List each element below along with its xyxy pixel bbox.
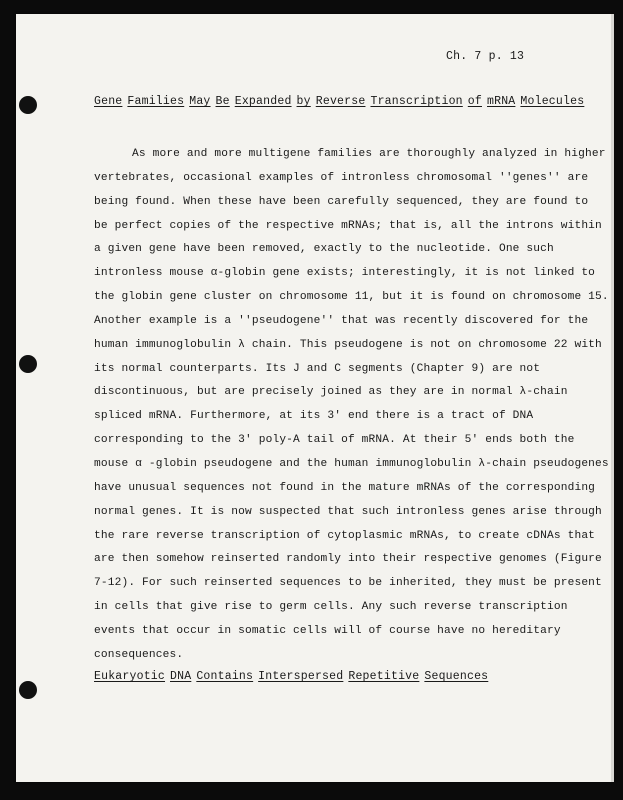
heading-word: May — [189, 95, 211, 108]
heading-word: Eukaryotic — [94, 670, 166, 683]
text-line: a given gene have been removed, exactly to the nucleotide. One such — [94, 243, 554, 256]
text-line: have unusual sequences not found in the mature mRNAs of the corresponding — [94, 481, 596, 494]
heading-word: Expanded — [234, 95, 292, 108]
heading-word: Gene — [94, 95, 123, 108]
binder-hole-bottom — [19, 681, 37, 699]
heading-word: mRNA — [487, 95, 516, 108]
heading-word: Molecules — [520, 95, 585, 108]
text-line: are then somehow reinserted randomly into their respective genomes (Figure — [94, 553, 602, 566]
text-line: events that occur in somatic cells will of course have no hereditary — [94, 624, 561, 637]
text-line: intronless mouse α-globin gene exists; interestingly, it is not linked to — [94, 267, 596, 280]
text-line: consequences. — [94, 648, 184, 661]
text-line: vertebrates, occasional examples of intronless chromosomal ''genes'' are — [94, 171, 589, 184]
text-line: As more and more multigene families are thoroughly analyzed in higher — [132, 148, 606, 160]
text-line: spliced mRNA. Furthermore, at its 3' end there is a tract of DNA — [94, 410, 534, 423]
heading-word: Sequences — [424, 670, 489, 683]
body-paragraph — [94, 143, 609, 668]
text-line: the rare reverse transcription of cytoplasmic mRNAs, to create cDNAs that — [94, 529, 596, 542]
binder-hole-middle — [19, 355, 37, 373]
heading-word: Families — [127, 95, 185, 108]
text-line: being found. When these have been carefully sequenced, they are found to — [94, 195, 589, 208]
page-number: Ch. 7 p. 13 — [446, 50, 525, 63]
heading-word: Transcription — [370, 95, 463, 108]
heading-word: Repetitive — [348, 670, 420, 683]
heading-word: Interspersed — [258, 670, 344, 683]
text-line: the globin gene cluster on chromosome 11, but it is found on chromosome 15. — [94, 291, 609, 304]
section-heading-eukaryotic-dna — [94, 670, 488, 683]
text-line: its normal counterparts. Its J and C segments (Chapter 9) are not — [94, 362, 541, 375]
text-line: human immunoglobulin λ chain. This pseudogene is not on chromosome 22 with — [94, 338, 602, 351]
binder-hole-top — [19, 96, 37, 114]
text-line: in cells that give rise to germ cells. Any such reverse transcription — [94, 601, 568, 614]
text-line: be perfect copies of the respective mRNAs; that is, all the introns within — [94, 219, 602, 232]
heading-word: DNA — [170, 670, 192, 683]
text-line: mouse α -globin pseudogene and the human immunoglobulin λ-chain pseudogenes — [94, 457, 609, 470]
text-line: Another example is a ''pseudogene'' that was recently discovered for the — [94, 314, 589, 327]
heading-word: by — [296, 95, 311, 108]
text-line: discontinuous, but are precisely joined as they are in normal λ-chain — [94, 386, 568, 399]
heading-word: Contains — [196, 670, 254, 683]
heading-word: Be — [215, 95, 230, 108]
text-line: normal genes. It is now suspected that such intronless genes arise through — [94, 505, 602, 518]
section-heading-gene-families — [94, 95, 584, 108]
heading-word: of — [467, 95, 482, 108]
page-edge — [611, 14, 614, 782]
text-line: 7-12). For such reinserted sequences to be inherited, they must be present — [94, 577, 602, 590]
text-line: corresponding to the 3' poly-A tail of mRNA. At their 5' ends both the — [94, 434, 575, 447]
heading-word: Reverse — [315, 95, 366, 108]
